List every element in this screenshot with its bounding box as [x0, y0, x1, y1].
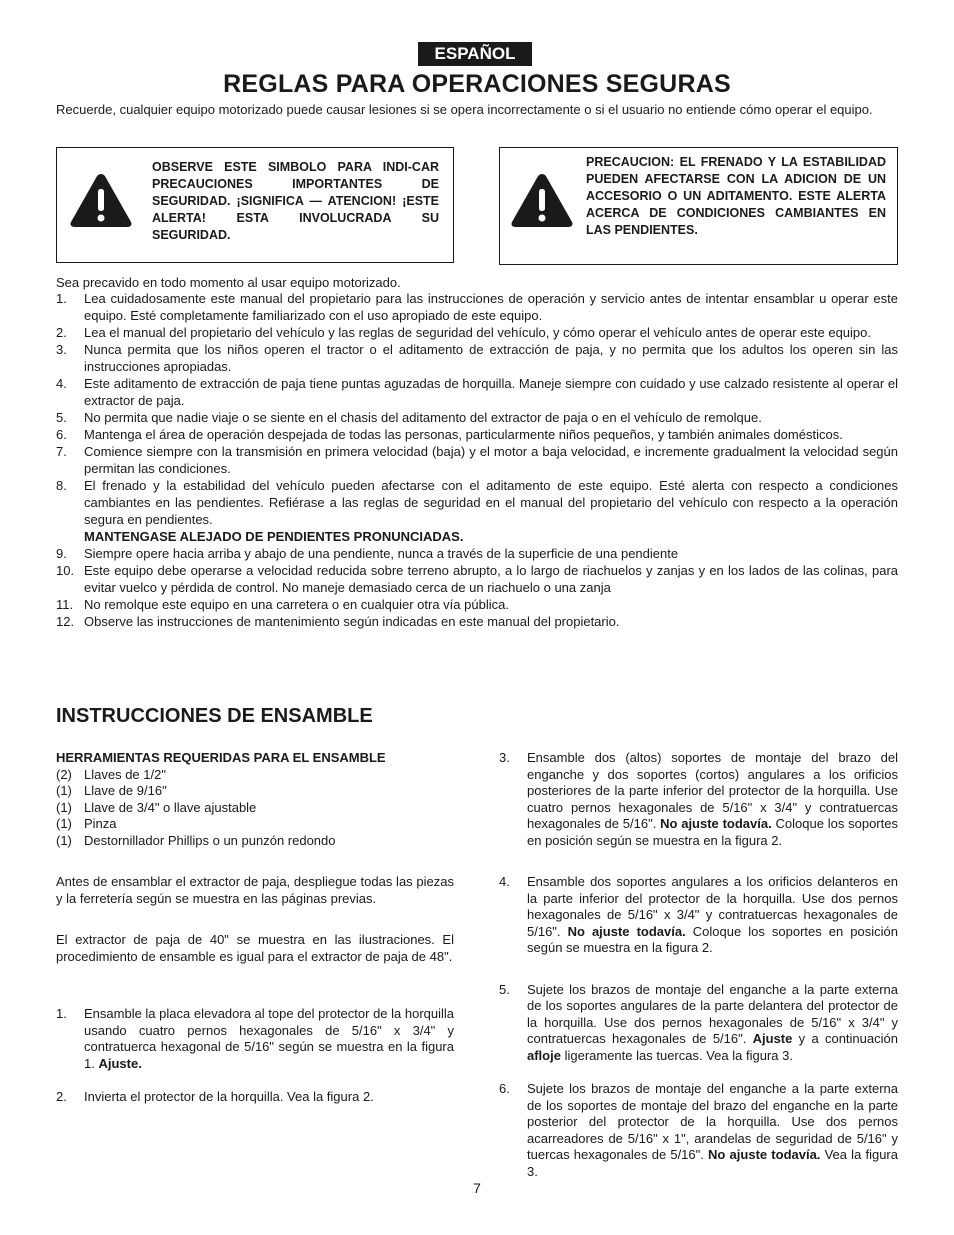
- list-item: (2) Llaves de 1/2": [56, 766, 166, 782]
- assembly-right-column: [499, 750, 898, 1180]
- page-number: 7: [473, 1180, 481, 1196]
- assembly-step: 6. Sujete los brazos de montaje del enganche a la parte externa de los soportes de montaje del brazo del enganche en la parte posterior del protector de la horquilla. Use dos pernos acarreadores de 5/16" x 1", arandelas de seguridad de 5/16" y tuercas hexagonales de 5/16". No ajuste todavía. Vea la figura 3.: [499, 1081, 898, 1179]
- list-item: (1) Llave de 3/4" o llave ajustable: [56, 799, 257, 815]
- tools-heading: HERRAMIENTAS REQUERIDAS PARA EL ENSAMBLE: [56, 750, 386, 765]
- list-item: (1) Llave de 9/16": [56, 783, 167, 798]
- section-title: INSTRUCCIONES DE ENSAMBLE: [56, 705, 373, 727]
- assembly-step: 3. Ensamble dos (altos) soportes de montaje del brazo del enganche y dos soportes (cortos) angulares a los orificios posteriores de la parte inferior del protector de la horquilla. Use cuatro pernos hexagonales de 5/16" x 3/4" y contratuercas hexagonales de 5/16". No ajuste todavía. Coloque los soportes en posición según se muestra en la figura 2.: [499, 750, 898, 848]
- list-item: 6. Mantenga el área de operación despejada de todas las personas, particularmente niños pequeños, y también animales domésticos.: [56, 427, 843, 442]
- safety-rules-list: [56, 290, 898, 630]
- list-item: 9. Siempre opere hacia arriba y abajo de una pendiente, nunca a través de la superficie de una pendiente: [56, 546, 679, 561]
- list-item: 1. Lea cuidadosamente este manual del propietario para las instrucciones de operación y servicio antes de intentar ensamblar u operar este equipo. Esté completamente familiarizado con el uso apropiado de este equipo.: [56, 291, 898, 323]
- bold-warning-line: MANTENGASE ALEJADO DE PENDIENTES PRONUNCIADAS.: [84, 529, 464, 544]
- model-note-paragraph: El extractor de paja de 40" se muestra en las ilustraciones. El procedimiento de ensamble es igual para el extractor de paja de 48".: [56, 932, 454, 964]
- page-title: REGLAS PARA OPERACIONES SEGURAS: [223, 70, 731, 98]
- prep-paragraph: Antes de ensamblar el extractor de paja, despliegue todas las piezas y la ferretería según se muestra en las páginas previas.: [56, 874, 454, 906]
- list-item: 11. No remolque este equipo en una carretera o en cualquier otra vía pública.: [56, 597, 509, 612]
- list-item: 5. No permita que nadie viaje o se siente en el chasis del aditamento del extractor de paja o en el vehículo de remolque.: [56, 410, 762, 425]
- assembly-step: 4. Ensamble dos soportes angulares a los orificios delanteros en la parte inferior del protector de la horquilla. Use dos pernos hexagonales de 5/16" x 3/4" y contratuercas hexagonales de 5/16". No ajuste todavía. Coloque los soportes en posición según se muestra en la figura 2.: [499, 874, 899, 955]
- language-tag: ESPAÑOL: [418, 42, 532, 66]
- intro-paragraph: Recuerde, cualquier equipo motorizado puede causar lesiones si se opera incorrectamente o si el usuario no entiende cómo operar el equipo.: [56, 102, 873, 117]
- warning-triangle-icon: [69, 172, 133, 228]
- assembly-step: 2. Invierta el protector de la horquilla. Vea la figura 2.: [56, 1089, 374, 1104]
- list-item: 4. Este aditamento de extracción de paja tiene puntas aguzadas de horquilla. Maneje siempre con cuidado y use calzado resistente al operar el extractor de paja.: [56, 376, 898, 408]
- list-item: 7. Comience siempre con la transmisión en primera velocidad (baja) y el motor a baja velocidad, e incremente gradualment la velocidad según permitan las condiciones.: [56, 444, 898, 476]
- tools-list: [56, 767, 454, 850]
- list-item: (1) Pinza: [56, 816, 117, 831]
- list-item: (1) Destornillador Phillips o un punzón redondo: [56, 832, 336, 848]
- list-item: 12. Observe las instrucciones de mantenimiento según indicadas en este manual del propietario.: [56, 614, 620, 629]
- list-item: 10. Este equipo debe operarse a velocidad reducida sobre terreno abrupto, a lo largo de riachuelos y zanjas y en los lados de las colinas, para evitar vuelco y pérdida de control. No maneje demasiado cerca de un riachuelo o una zanja: [56, 563, 898, 595]
- list-item: 2. Lea el manual del propietario del vehículo y las reglas de seguridad del vehículo, y cómo operar el vehículo antes de operar este equipo.: [56, 325, 871, 340]
- caution-text: PRECAUCION: EL FRENADO Y LA ESTABILIDAD PUEDEN AFECTARSE CON LA ADICION DE UN ACCESORIO O UN ADITAMENTO. ESTE ALERTA ACERCA DE CONDICIONES CAMBIANTES EN LAS PENDIENTES.: [586, 155, 886, 237]
- safety-alert-text: OBSERVE ESTE SIMBOLO PARA INDI-CAR PRECAUCIONES IMPORTANTES DE SEGURIDAD. ¡SIGNIFICA — ATENCION! ¡ESTE ALERTA! ESTA INVOLUCRADA SU SEGURIDAD.: [152, 160, 439, 242]
- warning-triangle-icon: [510, 172, 574, 228]
- rules-intro: Sea precavido en todo momento al usar equipo motorizado.: [56, 275, 401, 290]
- list-item: 3. Nunca permita que los niños operen el tractor o el aditamento de extracción de paja, y no permita que los adultos los operen sin las instrucciones apropiadas.: [56, 342, 898, 374]
- caution-box: [499, 147, 898, 265]
- assembly-left-column: [56, 750, 454, 1106]
- safety-alert-box: [56, 147, 454, 263]
- assembly-step: 5. Sujete los brazos de montaje del enganche a la parte externa de los soportes angulares de la parte delantera del protector de la horquilla. Use dos pernos hexagonales de 5/16" x 3/4" y contratuercas hexagonales de 5/16". Ajuste y a continuación afloje ligeramente las tuercas. Vea la figura 3.: [499, 981, 898, 1063]
- assembly-step: 1. Ensamble la placa elevadora al tope del protector de la horquilla usando cuatro pernos hexagonales de 5/16" x 3/4" y contratuerca hexagonal de 5/16" según se muestra en la figura 1. Ajuste.: [56, 1006, 455, 1071]
- list-item: 8. El frenado y la estabilidad del vehículo pueden afectarse con el aditamento de este equipo. Esté alerta con respecto a condiciones cambiantes en las pendientes. Refiérase a las reglas de seguridad en el manual del propietario del vehículo con respecto a la operación segura en pendientes. MANTENGASE ALEJADO DE PENDIENTES PRONUNCIADAS.: [56, 478, 898, 544]
